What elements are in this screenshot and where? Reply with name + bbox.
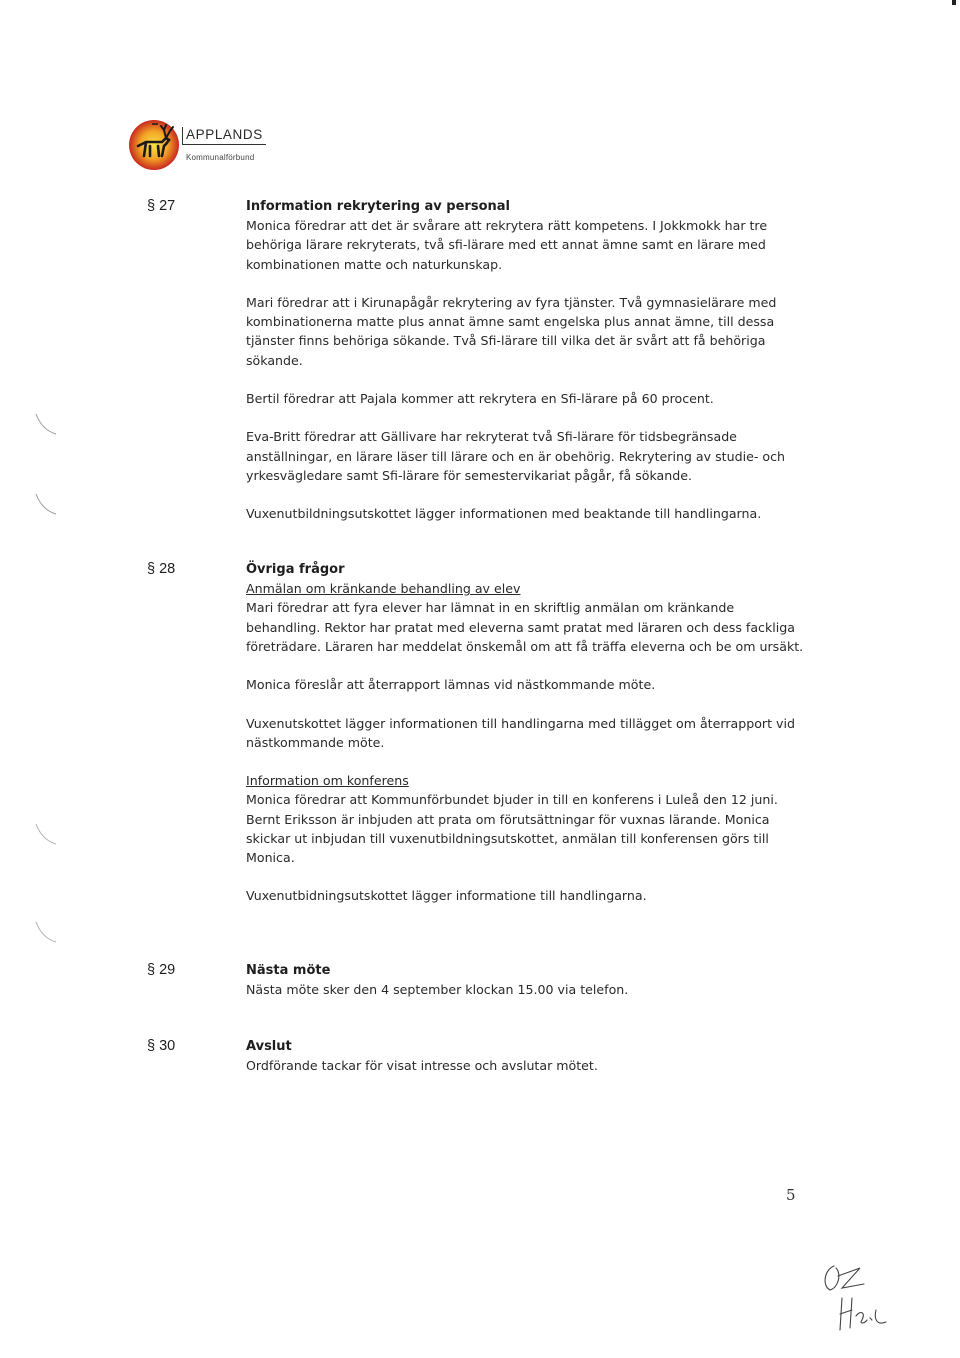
scan-corner-mark [952,0,956,5]
org-subtitle: Kommunalförbund [186,153,255,162]
section-title: Avslut [246,1039,292,1054]
paragraph: Monica föredrar att det är svårare att rekrytera rätt kompetens. I Jokkmokk har tre behöriga lärare rekryterats, två sfi-lärare med ett annat ämne samt en lärare med kombinationen matte och naturkunskap. [246,218,768,272]
section-number: § 30 [147,1038,176,1054]
paragraph: Monica föredrar att Kommunförbundet bjuder in till en konferens i Luleå den 12 juni. Bernt Eriksson är inbjuden att prata om förutsättningar för vuxnas lärande. Monica skickar ut inbjudan till vuxenutbildningsutskottet, anmälan till konferensen görs till Monica. [246,792,778,865]
section-title: Nästa möte [246,963,331,978]
paragraph: Vuxenutbildningsutskottet lägger informationen med beaktande till handlingarna. [246,506,762,522]
section-body [246,560,806,906]
reindeer-emblem-icon [128,116,180,174]
section-title: Information rekrytering av personal [246,199,510,214]
section-number: § 28 [147,561,176,577]
section-body [246,961,806,999]
paragraph: Mari föredrar att i Kirunapågår rekrytering av fyra tjänster. Två gymnasielärare med kombinationerna matte plus annat ämne samt engelska plus annat ämne, till dessa tjänster finns behöriga sökande. Två Sfi-lärare till vilka det är svårt att få behöriga sökande. [246,295,777,368]
paragraph: Mari föredrar att fyra elever har lämnat in en skriftlig anmälan om kränkande behandling. Rektor har pratat med eleverna samt pratat med läraren och dess fackliga företrädare. Läraren har meddelat önskemål om att få träffa eleverna och be om ursäkt. [246,600,804,654]
subheading: Anmälan om kränkande behandling av elev [246,581,521,597]
paragraph: Vuxenutskottet lägger informationen till handlingarna med tillägget om återrapport vid nästkommande möte. [246,715,795,750]
paragraph: Bertil föredrar att Pajala kommer att rekrytera en Sfi-lärare på 60 procent. [246,391,714,406]
section-body [246,1037,806,1075]
page-number: 5 [786,1186,796,1204]
paragraph: Eva-Britt föredrar att Gällivare har rekryterat två Sfi-lärare för tidsbegränsade anställningar, en lärare läser till lärare och en är obehörig. Rekrytering av studie- och yrkesvägledare samt Sfi-lärare för semestervikariat pågår, få sökande. [246,429,785,483]
scan-margin-marks [32,410,62,950]
handwritten-initials-signature [812,1258,902,1338]
section-number: § 29 [147,962,176,978]
paragraph: Nästa möte sker den 4 september klockan 15.00 via telefon. [246,982,629,998]
section-title: Övriga frågor [246,562,345,577]
paragraph: Monica föreslår att återrapport lämnas vid nästkommande möte. [246,677,656,693]
org-logo [128,116,288,176]
subheading: Information om konferens [246,773,409,789]
org-name: APPLANDS [182,127,266,145]
paragraph: Vuxenutbidningsutskottet lägger informatione till handlingarna. [246,888,647,904]
section-body [246,197,806,523]
section-number: § 27 [147,198,176,214]
paragraph: Ordförande tackar för visat intresse och avslutar mötet. [246,1058,598,1074]
